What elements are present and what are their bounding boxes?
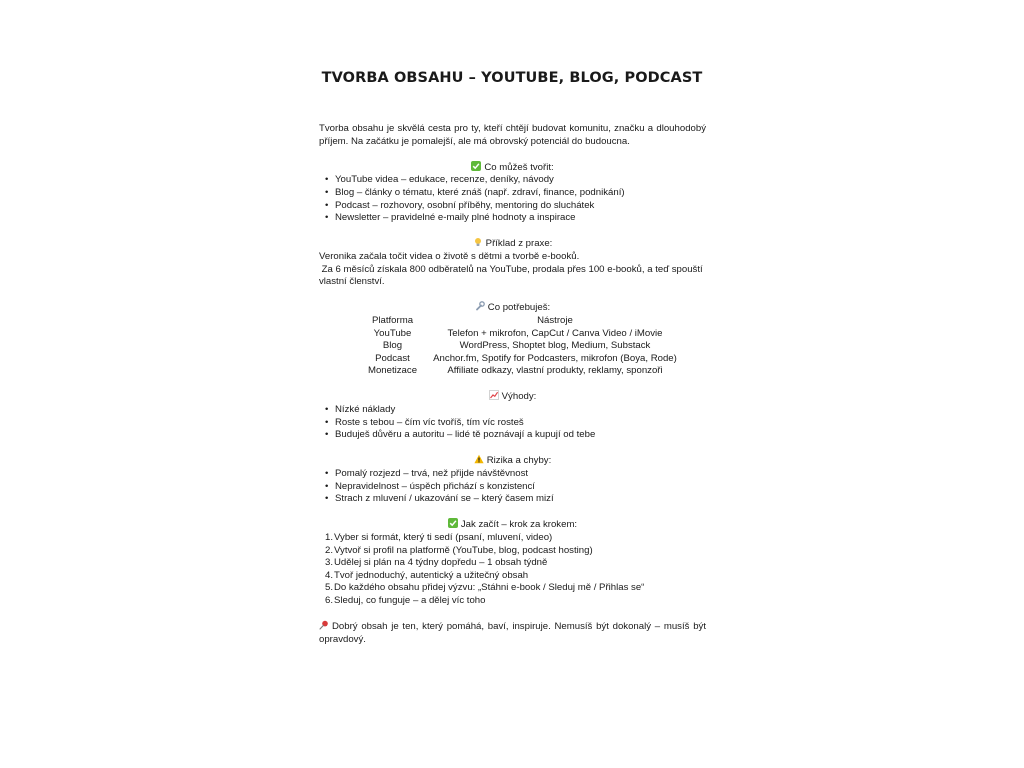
section-heading-create: Co můžeš tvořit: [319,161,706,175]
list-item: • Roste s tebou – čím víc tvoříš, tím víc rosteš [325,416,524,428]
table-cell: Affiliate odkazy, vlastní produkty, reklamy, sponzoři [447,365,663,377]
section-heading-example: Příklad z praxe: [319,237,706,251]
list-item: • Buduješ důvěru a autoritu – lidé tě poznávají a kupují od tebe [325,429,596,441]
intro-paragraph: Tvorba obsahu je skvělá cesta pro ty, kteří chtějí budovat komunitu, značku a dlouhodobý příjem. Na začátku je pomalejší, ale má obrovský potenciál do budoucna. [319,123,706,147]
bullet: • [325,212,329,224]
section-heading-risks: Rizika a chyby: [319,454,706,468]
table-header-row [357,315,682,328]
bullet: • [325,174,329,186]
list-item: 6. Sleduj, co funguje – a dělej víc toho [325,594,486,606]
list-item: 5. Do každého obsahu přidej výzvu: „Stáhni e-book / Sleduj mě / Přihlas se“ [325,582,645,594]
warning-icon [474,454,484,464]
list-item: • Newsletter – pravidelné e-maily plné hodnoty a inspirace [325,212,576,224]
table-row [357,328,682,341]
pushpin-icon [319,620,329,630]
list-item: • Nízké náklady [325,404,396,416]
list-item: 3. Udělej si plán na 4 týdny dopředu – 1 obsah týdně [325,557,548,569]
advantages-list [319,404,706,442]
tools-table [357,315,682,378]
table-header: Platforma [371,314,414,326]
table-cell: Monetizace [367,365,418,377]
table-cell: Anchor.fm, Spotify for Podcasters, mikrofon (Boya, Rode) [433,352,677,364]
check-mark-icon [471,161,481,171]
wrench-icon [475,301,485,311]
example-line-2: Za 6 měsíců získala 800 odběratelů na YouTube, prodala přes 100 e-booků, a teď spouští vlastní členství. [319,263,706,288]
step-number: 4. [325,569,334,581]
list-item: 4. Tvoř jednoduchý, autentický a užitečný obsah [325,569,529,581]
bullet: • [325,416,329,428]
bullet: • [325,429,329,441]
step-number: 5. [325,582,334,594]
bullet: • [325,493,329,505]
bullet: • [325,186,329,198]
table-cell: Blog [382,340,403,352]
table-row [357,365,682,378]
example-line-1: Veronika začala točit videa o životě s dětmi a tvorbě e-booků. [319,250,580,262]
list-item: • Nepravidelnost – úspěch přichází s konzistencí [325,480,535,492]
document-body [319,123,706,646]
bullet: • [325,480,329,492]
list-item: 1. Vyber si formát, který ti sedí (psaní, mluvení, video) [325,532,553,543]
list-item: • YouTube videa – edukace, recenze, deníky, návody [325,174,554,186]
step-number: 1. [325,532,334,543]
step-number: 2. [325,544,334,556]
page-title: TVORBA OBSAHU – YOUTUBE, BLOG, PODCAST [321,70,703,86]
section-heading-how-to-start: Jak začít – krok za krokem: [319,518,706,532]
section-heading-advantages: Výhody: [319,390,706,404]
list-item: 2. Vytvoř si profil na platformě (YouTube, blog, podcast hosting) [325,544,593,556]
bullet: • [325,404,329,416]
check-mark-icon [448,518,458,528]
bullet: • [325,199,329,211]
chart-increasing-icon [489,390,499,400]
table-cell: Telefon + mikrofon, CapCut / Canva Video / iMovie [447,327,663,339]
table-row [357,340,682,353]
step-number: 6. [325,594,334,606]
list-item: • Strach z mluvení / ukazování se – který časem mizí [325,493,554,505]
table-cell: WordPress, Shoptet blog, Medium, Substack [459,340,651,352]
closing-paragraph: Dobrý obsah je ten, který pomáhá, baví, inspiruje. Nemusíš být dokonalý – musíš být opravdový. [319,621,706,645]
list-item: • Podcast – rozhovory, osobní příběhy, mentoring do sluchátek [325,199,595,211]
risks-list [319,468,706,506]
list-item: • Pomalý rozjezd – trvá, než přijde návštěvnost [325,468,529,480]
list-item: • Blog – články o tématu, které znáš (např. zdraví, finance, podnikání) [325,186,625,198]
table-header: Nástroje [537,314,573,326]
table-cell: YouTube [373,327,412,339]
table-row [357,353,682,366]
section-heading-needs: Co potřebuješ: [319,301,706,315]
table-cell: Podcast [375,352,410,364]
step-number: 3. [325,557,334,569]
bullet: • [325,468,329,480]
lightbulb-icon [473,237,483,247]
steps-list [319,532,706,608]
create-list [319,174,706,224]
